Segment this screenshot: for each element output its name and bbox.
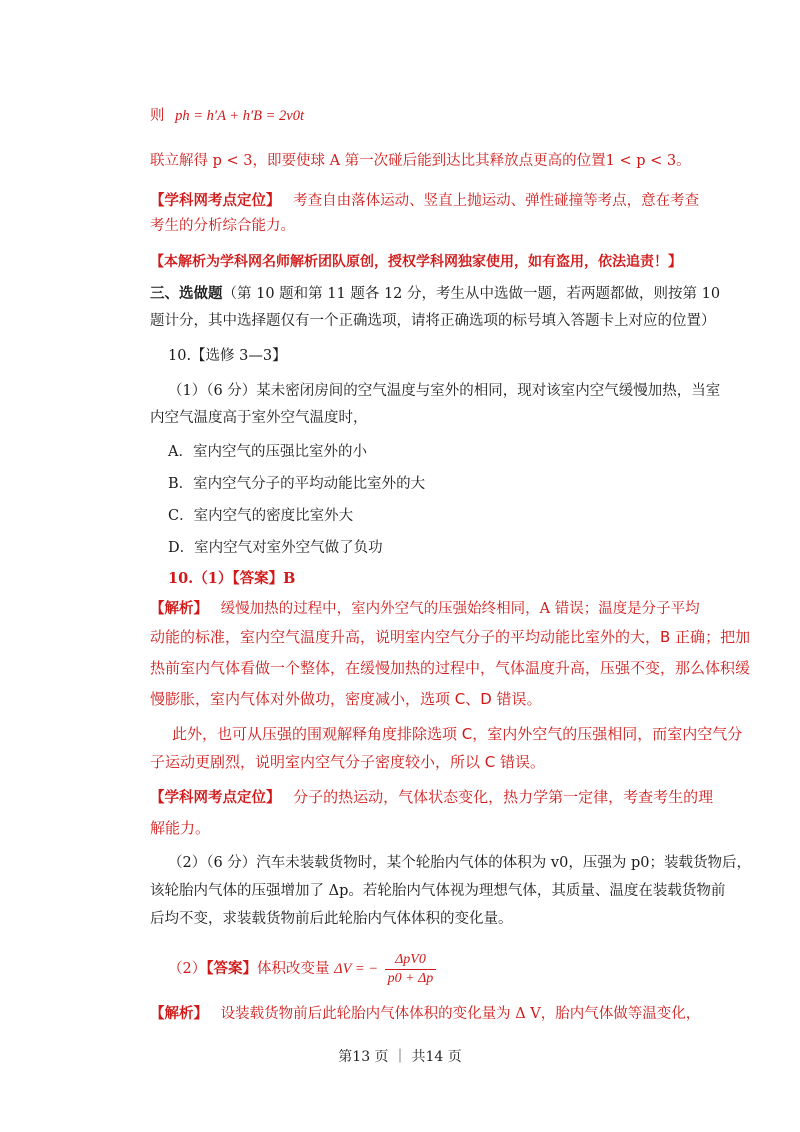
analysis-tag: 【解析】 xyxy=(150,600,208,617)
conclusion-line: 联立解得 p < 3，即要使球 A 第一次碰后能到达比其释放点更高的位置1 < p < 3。 xyxy=(150,153,691,169)
answer-prefix: （2） xyxy=(168,961,207,977)
answer-text: 体积改变量 xyxy=(256,961,330,977)
answer-value: B xyxy=(283,570,296,587)
answer-1 xyxy=(168,569,708,589)
analysis-1-line5: 此外，也可从压强的围观解释角度排除选项 C，室内外空气的压强相同，而室内空气分 xyxy=(172,725,743,743)
fraction-numerator: ΔpV0 xyxy=(385,951,437,970)
analysis-tag: 【解析】 xyxy=(150,1005,208,1022)
section-text-cont: 题计分，其中选择题仅有一个正确选项，请将正确选项的标号填入答题卡上对应的位置） xyxy=(150,313,716,329)
analysis-text: 设装载货物前后此轮胎内气体体积的变化量为 Δ V，胎内气体做等温变化， xyxy=(220,1006,701,1022)
section-title: 三、选做题 xyxy=(150,285,223,302)
section-text: （第 10 题和第 11 题各 12 分，考生从中选做一题，若两题都做，则按第 10 xyxy=(222,286,721,302)
option-d: D．室内空气对室外空气做了负功 xyxy=(168,540,383,556)
section-heading xyxy=(150,284,721,304)
key-point-text: 考查自由落体运动、竖直上抛运动、弹性碰撞等考点，意在考查 xyxy=(293,193,700,209)
answer-formula-lhs: ΔV = − xyxy=(334,961,379,977)
question-10-2-line2: 该轮胎内气体的压强增加了 Δp。若轮胎内气体视为理想气体，其质量、温度在装载货物前 xyxy=(150,883,726,899)
key-point-1 xyxy=(150,191,700,211)
answer-tag: 【答案】 xyxy=(206,960,257,977)
question-10-1-line-cont: 内空气温度高于室外空气温度时， xyxy=(150,410,368,426)
question-10-2-line1: （2）（6 分）汽车未装载货物时，某个轮胎内气体的体积为 v0，压强为 p0；装载货物后， xyxy=(168,855,751,871)
question-10-heading: 10.【选修 3—3】 xyxy=(168,348,287,364)
option-a: A．室内空气的压强比室外的小 xyxy=(168,444,367,460)
analysis-1-line1 xyxy=(150,599,700,619)
key-point-2-cont: 解能力。 xyxy=(150,819,211,837)
question-10-2-line3: 后均不变，求装载货物前后此轮胎内气体体积的变化量。 xyxy=(150,911,513,927)
option-c: C．室内空气的密度比室外大 xyxy=(168,508,354,524)
analysis-text: 缓慢加热的过程中，室内外空气的压强始终相同，A 错误；温度是分子平均 xyxy=(220,601,700,617)
key-point-tag: 【学科网考点定位】 xyxy=(150,192,281,209)
key-point-tag: 【学科网考点定位】 xyxy=(150,789,281,806)
eq-prefix: 则 xyxy=(150,108,165,124)
analysis-1-line4: 慢膨胀，室内气体对外做功，密度减小，选项 C、D 错误。 xyxy=(150,690,542,708)
page-footer: 第13 页 ｜ 共14 页 xyxy=(338,1049,462,1065)
analysis-1-line2: 动能的标准，室内空气温度升高，说明室内空气分子的平均动能比室外的大，B 正确；把加 xyxy=(150,628,751,646)
analysis-2-line1 xyxy=(150,1004,701,1024)
answer-prefix: 10.（1） xyxy=(168,570,233,587)
key-point-text: 分子的热运动，气体状态变化，热力学第一定律，考查考生的理 xyxy=(293,788,714,806)
copyright-notice: 【本解析为学科网名师解析团队原创，授权学科网独家使用，如有盗用，依法追责！】 xyxy=(150,254,682,270)
equation-line xyxy=(150,106,690,126)
key-point-2 xyxy=(150,787,714,808)
analysis-1-line3: 热前室内气体看做一个整体，在缓慢加热的过程中，气体温度升高，压强不变，那么体积缓 xyxy=(150,659,751,677)
analysis-1-line6: 子运动更剧烈，说明室内空气分子密度较小，所以 C 错误。 xyxy=(150,753,546,771)
answer-tag: 【答案】 xyxy=(232,570,284,587)
key-point-1-cont: 考生的分析综合能力。 xyxy=(150,218,295,234)
answer-fraction xyxy=(385,951,437,988)
eq-body: ph = h′A + h′B = 2v0t xyxy=(175,108,304,124)
answer-2 xyxy=(168,947,708,991)
question-10-1-line: （1）（6 分）某未密闭房间的空气温度与室外的相同，现对该室内空气缓慢加热，当室 xyxy=(168,383,721,399)
option-b: B．室内空气分子的平均动能比室外的大 xyxy=(168,476,426,492)
fraction-denominator: p0 + Δp xyxy=(387,970,434,986)
